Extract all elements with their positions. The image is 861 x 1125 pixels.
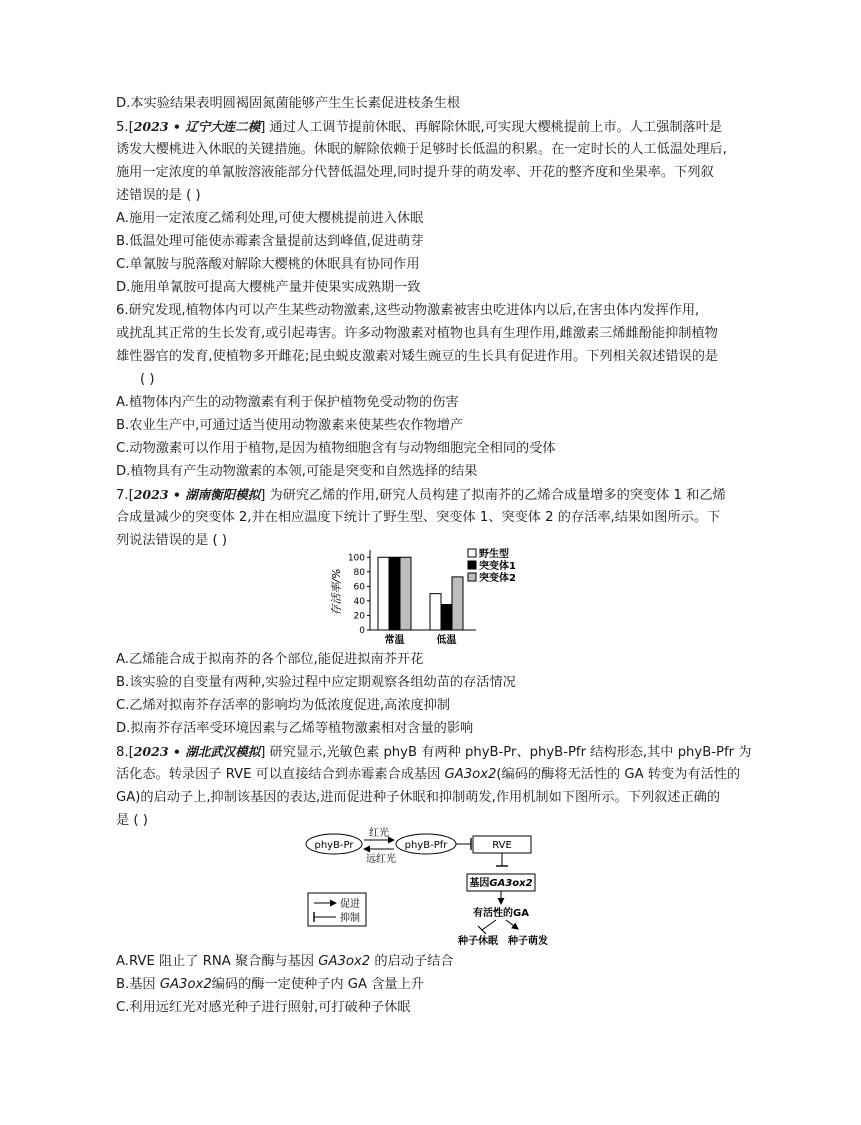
bar-1-1 — [378, 557, 389, 630]
mechanism-diagram — [300, 822, 550, 950]
q8-gene-name: GA3ox2 — [444, 767, 497, 782]
q5-option-c: C.单氰胺与脱落酸对解除大樱桃的休眠具有协同作用 — [116, 257, 420, 272]
q6-option-b: B.农业生产中,可通过适当使用动物激素来使某些农作物增产 — [116, 418, 464, 433]
q8-option-b — [116, 975, 424, 995]
q6-stem-line-1: 6.研究发现,植物体内可以产生某些动物激素,这些动物激素被害虫吃进体内以后,在害虫体内发挥作用, — [116, 303, 700, 318]
q8-option-c: C.利用远红光对感光种子进行照射,可打破种子休眠 — [116, 1000, 411, 1015]
legend-label-3: 突变体2 — [479, 573, 516, 584]
q7-number: 7.[ — [116, 488, 134, 503]
q7-stem-line-1 — [116, 485, 726, 506]
legend-promote-label: 促进 — [340, 899, 360, 910]
q8-text-2b: (编码的酶将无活性的 GA 转变为有活性的 — [496, 767, 741, 782]
y-axis-ticks — [348, 553, 370, 636]
y-axis-label: 存活率/% — [330, 568, 343, 616]
q5-stem-line-4: 述错误的是 ( ) — [116, 188, 201, 203]
survival-rate-chart — [328, 544, 538, 646]
chart-bars — [378, 557, 463, 630]
germination-label: 种子萌发 — [508, 936, 548, 947]
q8-text-2a: 活化态。转录因子 RVE 可以直接结合到赤霉素合成基因 — [116, 767, 445, 782]
y-tick-label: 60 — [353, 582, 365, 593]
q7-option-a: A.乙烯能合成于拟南芥的各个部位,能促进拟南芥开花 — [116, 652, 424, 667]
bar-2-3 — [452, 577, 463, 630]
y-tick-label: 100 — [347, 553, 365, 564]
q6-stem-line-3: 雄性器官的发育,使植物多开雌花;昆虫蜕皮激素对矮生豌豆的生长具有促进作用。下列相关叙述错误的是 — [116, 349, 719, 364]
phyb-pr-label: phyB-Pr — [314, 840, 354, 851]
legend-swatch-2 — [468, 561, 476, 569]
bar-2-1 — [430, 594, 441, 630]
q8-option-b-gene: GA3ox2 — [159, 977, 212, 992]
q8-stem-line-2 — [116, 765, 740, 785]
legend-inhibit-label: 抑制 — [340, 913, 360, 924]
active-ga-label: 有活性的GA — [473, 908, 529, 919]
q5-stem-line-2: 诱发大樱桃进入休眠的关键措施。休眠的解除依赖于足够时长低温的积累。在一定时长的人工低温处理后, — [116, 142, 727, 157]
y-tick-label: 20 — [353, 611, 365, 622]
q6-option-d: D.植物具有产生动物激素的本领,可能是突变和自然选择的结果 — [116, 464, 478, 479]
legend-label-2: 突变体1 — [479, 561, 516, 572]
q7-option-b: B.该实验的自变量有两种,实验过程中应定期观察各组幼苗的存活情况 — [116, 675, 516, 690]
q8-option-b-text-1: B.基因 — [116, 977, 160, 992]
q6-option-c: C.动物激素可以作用于植物,是因为植物细胞含有与动物细胞完全相同的受体 — [116, 441, 556, 456]
q8-option-a-text-1: A.RVE 阻止了 RNA 聚合酶与基因 — [116, 954, 319, 969]
rve-label: RVE — [492, 840, 512, 851]
y-tick-label: 0 — [359, 626, 365, 636]
q8-stem-line-3: GA)的启动子上,抑制该基因的表达,进而促进种子休眠和抑制萌发,作用机制如下图所示。下列叙述正确的 — [116, 790, 721, 805]
q6-stem-line-4: ( ) — [140, 372, 155, 387]
q7-option-d: D.拟南芥存活率受环境因素与乙烯等植物激素相对含量的影响 — [116, 721, 474, 736]
q5-text-1: ] 通过人工调节提前休眠、再解除休眠,可实现大樱桃提前上市。人工强制落叶是 — [260, 120, 723, 135]
q5-stem-line-1 — [116, 117, 722, 138]
q8-number: 8.[ — [116, 745, 134, 760]
far-red-label: 远红光 — [366, 854, 396, 865]
q5-option-b: B.低温处理可能使赤霉素含量提前达到峰值,促进萌芽 — [116, 234, 424, 249]
q4-option-d: D.本实验结果表明圆褐固氮菌能够产生生长素促进枝条生根 — [116, 96, 461, 111]
q8-option-a — [116, 952, 454, 972]
q5-stem-line-3: 施用一定浓度的单氰胺溶液能部分代替低温处理,同时提升芽的萌发率、开花的整齐度和坐果率。下列叙 — [116, 165, 714, 180]
chart-legend — [468, 547, 516, 584]
bar-2-2 — [441, 605, 452, 630]
red-light-label: 红光 — [369, 828, 389, 839]
q8-stem-line-1 — [116, 742, 751, 763]
q7-source: 2023 • 湖南衡阳模拟 — [133, 487, 261, 502]
ga-promotes-germination — [506, 920, 518, 929]
x-tick-label: 低温 — [436, 635, 457, 646]
q5-number: 5.[ — [116, 120, 134, 135]
x-tick-label: 常温 — [384, 635, 405, 646]
inhibit-bar-3 — [478, 926, 486, 934]
legend-swatch-1 — [468, 549, 476, 557]
q8-text-1: ] 研究显示,光敏色素 phyB 有两种 phyB-Pr、phyB-Pfr 结构形态,其中 phyB-Pfr 为 — [260, 745, 752, 760]
q8-option-a-gene: GA3ox2 — [318, 954, 371, 969]
q5-option-d: D.施用单氰胺可提高大樱桃产量并使果实成熟期一致 — [116, 280, 421, 295]
dormancy-label: 种子休眠 — [458, 936, 498, 947]
y-tick-label: 80 — [353, 567, 365, 578]
q7-option-c: C.乙烯对拟南芥存活率的影响均为低浓度促进,高浓度抑制 — [116, 698, 451, 713]
y-tick-label: 40 — [353, 596, 365, 607]
phyb-pfr-label: phyB-Pfr — [404, 840, 448, 851]
gene-label: 基因GA3ox2 — [469, 878, 533, 889]
q8-option-b-text-2: 编码的酶一定使种子内 GA 含量上升 — [211, 977, 424, 992]
legend-swatch-3 — [468, 573, 476, 581]
ga-inhibits-dormancy — [482, 920, 496, 930]
q8-stem-line-4: 是 ( ) — [116, 813, 148, 828]
q5-source: 2023 • 辽宁大连二模 — [133, 119, 261, 134]
q7-text-1: ] 为研究乙烯的作用,研究人员构建了拟南芥的乙烯合成量增多的突变体 1 和乙烯 — [260, 488, 726, 503]
q7-stem-line-2: 合成量减少的突变体 2,并在相应温度下统计了野生型、突变体 1、突变体 2 的存活率,结果如图所示。下 — [116, 510, 721, 525]
q7-stem-line-3: 列说法错误的是 ( ) — [116, 533, 227, 548]
x-axis-labels — [385, 633, 457, 646]
q5-option-a: A.施用一定浓度乙烯利处理,可使大樱桃提前进入休眠 — [116, 211, 424, 226]
q6-stem-line-2: 或扰乱其正常的生长发育,或引起毒害。许多动物激素对植物也具有生理作用,雌激素三烯雌酚能抑制植物 — [116, 326, 718, 341]
q6-option-a: A.植物体内产生的动物激素有利于保护植物免受动物的伤害 — [116, 395, 459, 410]
q8-option-a-text-2: 的启动子结合 — [370, 954, 454, 969]
bar-1-3 — [400, 557, 411, 630]
legend-label-1: 野生型 — [479, 549, 509, 560]
q8-source: 2023 • 湖北武汉模拟 — [133, 744, 261, 759]
bar-1-2 — [389, 557, 400, 630]
